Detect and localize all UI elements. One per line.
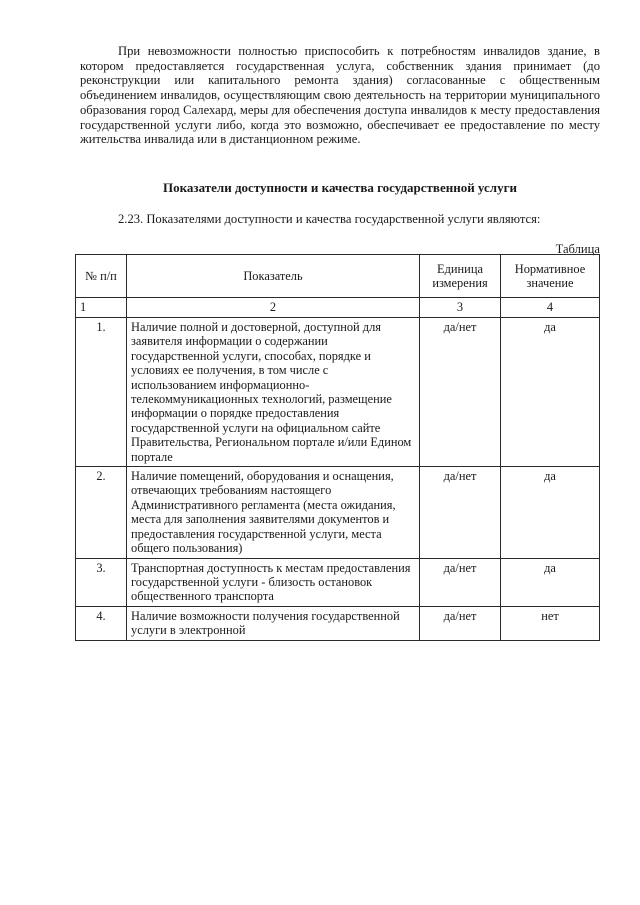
table-row <box>76 606 600 640</box>
table-row <box>76 318 600 467</box>
table-caption: Таблица <box>555 242 600 256</box>
column-number-3: 3 <box>420 298 501 318</box>
table-header-row <box>76 255 600 298</box>
row-unit: да/нет <box>420 558 501 606</box>
row-indicator: Наличие помещений, оборудования и оснащения, отвечающих требованиям настоящего Административного регламента (места ожидания, места для заполнения заявителями документов и предоставления государственной услуги, места общего пользования) <box>127 467 420 558</box>
table-row <box>76 467 600 558</box>
row-value: да <box>501 467 600 558</box>
header-cell-unit: Единица измерения <box>420 255 501 298</box>
row-value: да <box>501 318 600 467</box>
header-cell-indicator: Показатель <box>127 255 420 298</box>
row-number: 2. <box>76 467 127 558</box>
row-number: 3. <box>76 558 127 606</box>
row-unit: да/нет <box>420 606 501 640</box>
header-cell-value: Нормативное значение <box>501 255 600 298</box>
row-number: 4. <box>76 606 127 640</box>
intro-paragraph: При невозможности полностью приспособить к потребностям инвалидов здание, в котором предоставляется государственная услуга, собственник здания принимает (до реконструкции или капитального ремонта здания) согласованные с общественным объединением инвалидов, осуществляющим свою деятельность на территории муниципального образования город Салехард, меры для обеспечения доступа инвалидов к месту предоставления государственной услуги либо, когда это возможно, обеспечивает ее предоставление по месту жительства инвалида или в дистанционном режиме. <box>80 44 600 147</box>
row-unit: да/нет <box>420 467 501 558</box>
row-value: да <box>501 558 600 606</box>
indicators-table <box>75 254 600 641</box>
column-number-4: 4 <box>501 298 600 318</box>
row-unit: да/нет <box>420 318 501 467</box>
row-indicator: Наличие полной и достоверной, доступной для заявителя информации о содержании государственной услуги, способах, порядке и условиях ее получения, в том числе с использованием информационно-телекоммуникационных технологий, размещение информации о порядке предоставления государственной услуги на официальном сайте Правительства, Региональном портале и/или Едином портале <box>127 318 420 467</box>
header-cell-number: № п/п <box>76 255 127 298</box>
column-number-2: 2 <box>127 298 420 318</box>
row-value: нет <box>501 606 600 640</box>
row-number: 1. <box>76 318 127 467</box>
table-row <box>76 558 600 606</box>
column-number-1: 1 <box>76 298 127 318</box>
clause-paragraph: 2.23. Показателями доступности и качества государственной услуги являются: <box>118 212 541 226</box>
row-indicator: Транспортная доступность к местам предоставления государственной услуги - близость остановок общественного транспорта <box>127 558 420 606</box>
table-column-numbers-row <box>76 298 600 318</box>
row-indicator: Наличие возможности получения государственной услуги в электронной <box>127 606 420 640</box>
section-heading: Показатели доступности и качества государственной услуги <box>162 180 517 195</box>
